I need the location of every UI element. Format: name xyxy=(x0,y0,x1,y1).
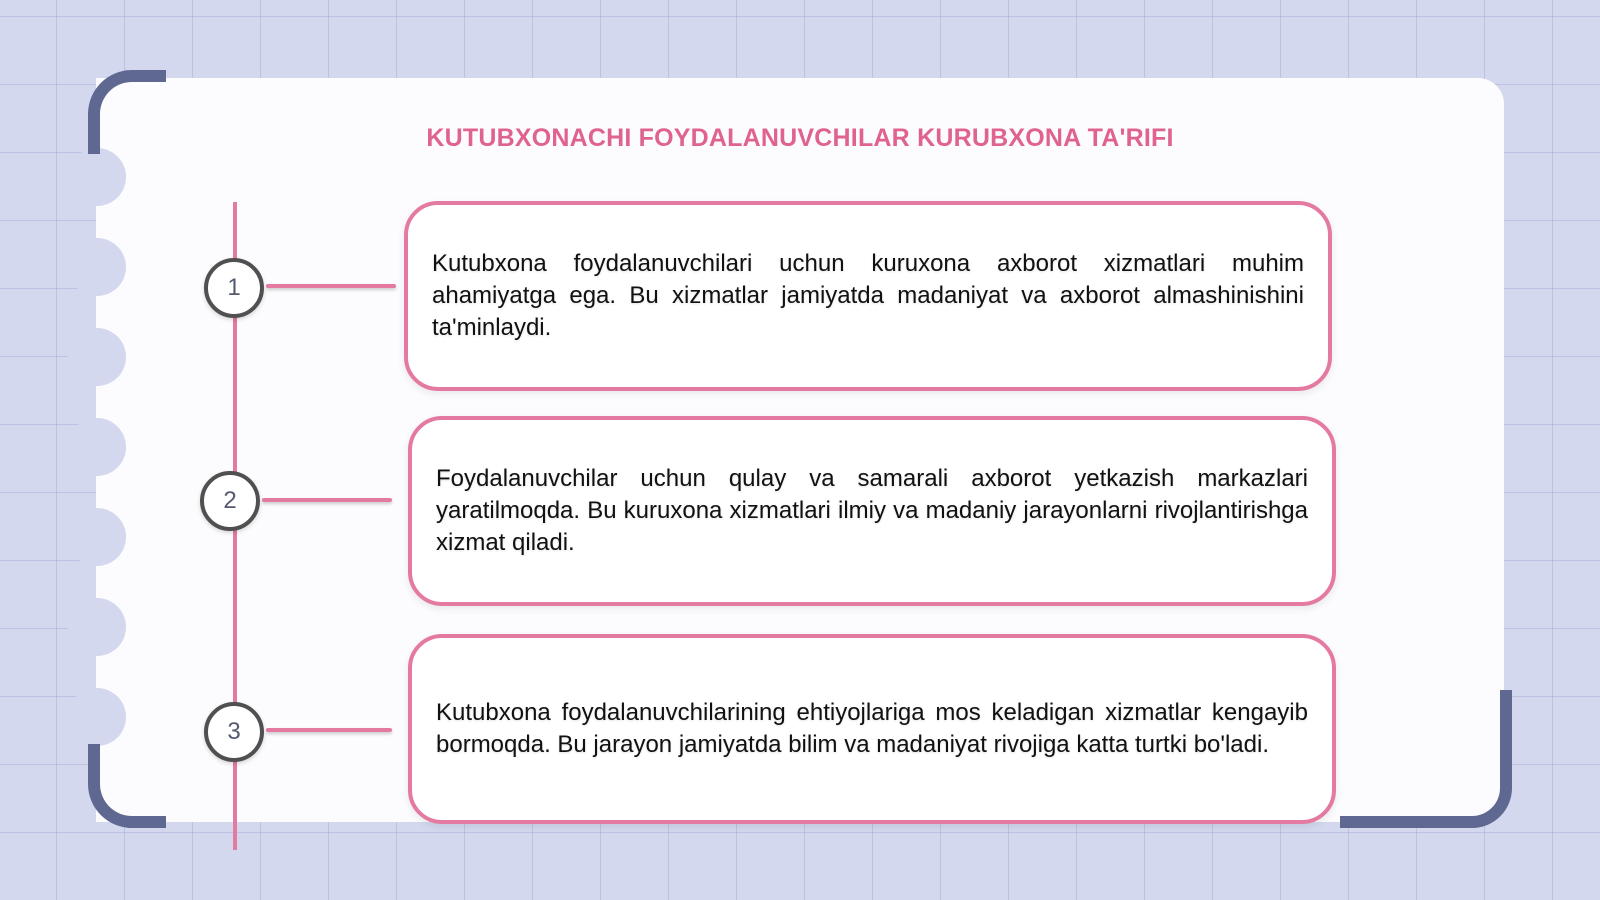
step-text-3: Kutubxona foydalanuvchilarining ehtiyojlariga mos keladigan xizmatlar kengayib bormoqda. Bu jarayon jamiyatda bilim va madaniyat rivojiga katta turtki bo'ladi. xyxy=(436,699,1308,758)
timeline-connector-2 xyxy=(262,498,392,502)
slide-title: KUTUBXONACHI FOYDALANUVCHILAR KURUBXONA TA'RIFI xyxy=(426,124,1174,152)
scallop-decoration xyxy=(68,598,126,656)
scallop-decoration xyxy=(68,418,126,476)
step-text-2: Foydalanuvchilar uchun qulay va samarali axborot yetkazish markazlari yaratilmoqda. Bu kuruxona xizmatlari ilmiy va madaniy jarayonlarni rivojlantirishga xizmat qiladi. xyxy=(436,465,1308,556)
scallop-decoration xyxy=(68,328,126,386)
step-number-1: 1 xyxy=(204,258,264,318)
scallop-decoration xyxy=(68,688,126,746)
scallop-decoration xyxy=(68,238,126,296)
timeline-connector-3 xyxy=(266,728,392,732)
step-card-2 xyxy=(408,416,1336,606)
step-text-1: Kutubxona foydalanuvchilari uchun kuruxona axborot xizmatlari muhim ahamiyatga ega. Bu xizmatlar jamiyatda madaniyat va axborot almashinishini ta'minlaydi. xyxy=(432,250,1304,341)
frame-corner-bottom-right xyxy=(1340,690,1512,828)
scallop-decoration xyxy=(68,148,126,206)
step-card-3 xyxy=(408,634,1336,824)
scallop-decoration xyxy=(68,508,126,566)
step-number-3: 3 xyxy=(204,702,264,762)
step-number-2: 2 xyxy=(200,471,260,531)
timeline-connector-1 xyxy=(266,284,396,288)
step-card-1 xyxy=(404,201,1332,391)
